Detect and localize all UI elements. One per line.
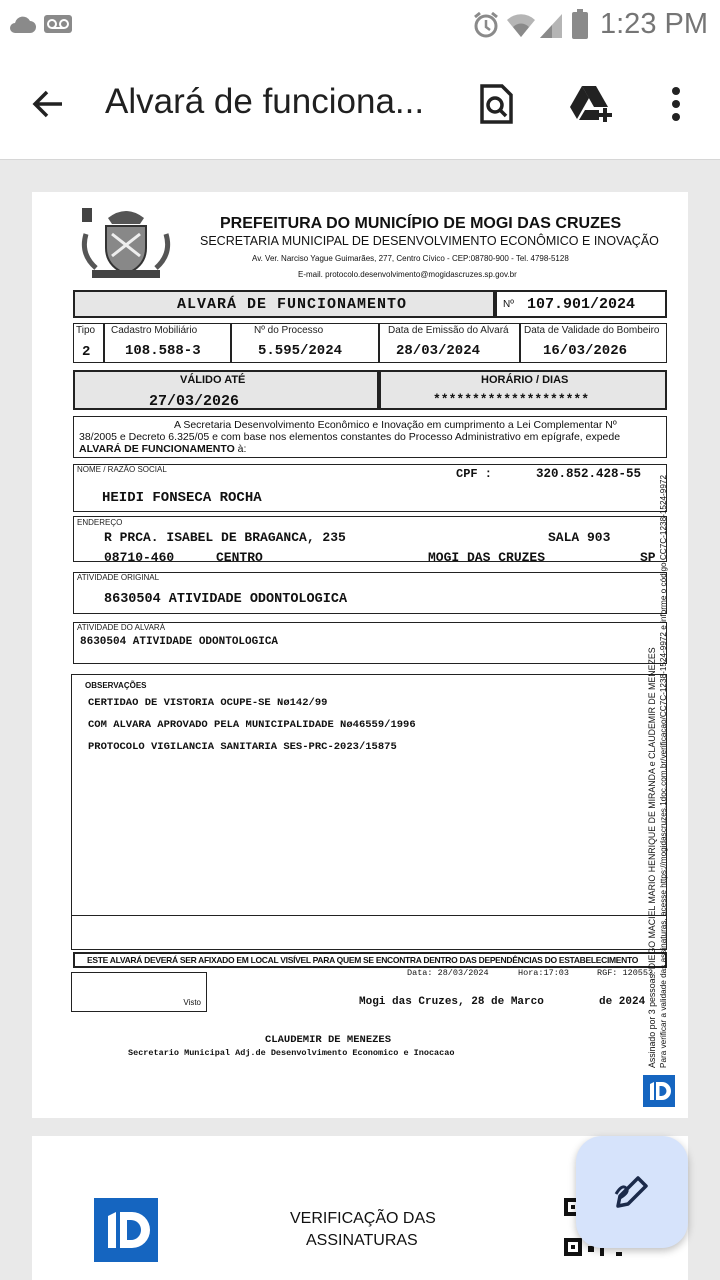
find-in-document-button[interactable] (470, 78, 522, 130)
coat-of-arms-logo (78, 204, 174, 282)
bairro-value: CENTRO (216, 550, 263, 562)
signature-info-text: Assinado por 3 pessoas: DIEGO MACIEL MARIO HENRIQUE DE MIRANDA e CLAUDEMIR DE MENEZES (647, 647, 657, 1068)
processo-cell (231, 323, 379, 363)
add-to-drive-icon (569, 84, 615, 124)
legal-text-box (73, 416, 667, 458)
battery-icon (572, 9, 588, 39)
valido-label: VÁLIDO ATÉ (180, 374, 246, 386)
signal-icon (538, 11, 564, 39)
observacao-item: PROTOCOLO VIGILANCIA SANITARIA SES-PRC-2023/15875 (88, 741, 397, 753)
observacao-item: CERTIDAO DE VISTORIA OCUPE-SE Nø142/99 (88, 697, 328, 709)
sala-value: SALA 903 (548, 530, 611, 545)
bombeiro-value: 16/03/2026 (543, 343, 628, 359)
signer-name: CLAUDEMIR DE MENEZES (265, 1034, 392, 1046)
more-vert-icon (671, 86, 681, 122)
print-date: Data: 28/03/2024 (407, 968, 489, 978)
valido-box (73, 370, 379, 410)
visto-box (71, 972, 207, 1012)
processo-label: Nº do Processo (254, 325, 324, 336)
org-name: PREFEITURA DO MUNICÍPIO DE MOGI DAS CRUZES (220, 215, 622, 232)
legal-text-line-1: A Secretaria Desenvolvimento Econômico e Inovação em cumprimento a Lei Complementar Nº (174, 419, 617, 431)
annotate-button[interactable] (576, 1136, 688, 1248)
org-address: Av. Ver. Narciso Yague Guimarães, 277, Centro Cívico - CEP:08780-900 - Tel. 4798-5128 (252, 254, 569, 263)
local-date: Mogi das Cruzes, 28 de Marco (359, 996, 544, 1008)
find-in-page-icon (479, 84, 513, 124)
tipo-value: 2 (82, 344, 91, 360)
back-button[interactable] (22, 78, 74, 130)
observacao-item: COM ALVARA APROVADO PELA MUNICIPALIDADE Nø46559/1996 (88, 719, 416, 731)
emissao-label: Data de Emissão do Alvará (388, 325, 509, 336)
emissao-cell (379, 323, 520, 363)
status-bar (0, 0, 720, 50)
aviso-text: ESTE ALVARÁ DEVERÁ SER AFIXADO EM LOCAL VISÍVEL PARA QUEM SE ENCONTRA DENTRO DAS DEPENDÊNCIAS DO ESTABELECIMENTO (87, 955, 639, 965)
cadastro-value: 108.588-3 (125, 343, 201, 359)
add-to-drive-button[interactable] (566, 78, 618, 130)
observacoes-divider (72, 915, 666, 916)
dept-name: SECRETARIA MUNICIPAL DE DESENVOLVIMENTO ECONÔMICO E INOVAÇÃO (200, 234, 659, 248)
cpf-label: CPF : (456, 467, 493, 481)
legal-text-line-3 (79, 443, 246, 455)
atividade-alvara-value: 8630504 ATIVIDADE ODONTOLOGICA (80, 636, 279, 648)
cep-value: 08710-460 (104, 550, 175, 562)
endereco-label: ENDEREÇO (77, 518, 123, 527)
more-options-button[interactable] (650, 78, 702, 130)
legal-text-bold: ALVARÁ DE FUNCIONAMENTO (79, 443, 235, 455)
cidade-value: MOGI DAS CRUZES (428, 550, 546, 562)
app-bar (0, 50, 720, 160)
print-time: Hora:17:03 (518, 968, 570, 978)
processo-value: 5.595/2024 (258, 343, 343, 359)
uf-value: SP (640, 550, 656, 562)
alarm-icon (472, 11, 500, 39)
cadastro-label: Cadastro Mobiliário (111, 325, 198, 336)
atividade-alvara-box (73, 622, 667, 664)
license-number: 107.901/2024 (527, 296, 636, 313)
number-label: Nº (503, 299, 514, 310)
print-rgf: RGF: 120553 (597, 968, 654, 978)
edit-pen-icon (612, 1172, 652, 1212)
1doc-logo (94, 1198, 158, 1262)
1doc-logo-small (643, 1075, 675, 1107)
verification-url-text: Para verificar a validade das assinaturas, acesse https://mogidascruzes.1doc.com.br/verificacao/CC7C-1238-1524-9972 e informe o código CC7C-1238-1524-9972 (659, 475, 668, 1068)
cpf-value: 320.852.428-55 (536, 467, 642, 481)
clock: 1:23 PM (600, 8, 708, 40)
endereco-box (73, 516, 667, 562)
observacoes-box (71, 674, 667, 950)
atividade-original-value: 8630504 ATIVIDADE ODONTOLOGICA (104, 592, 348, 607)
org-email: E-mail. protocolo.desenvolvimento@mogidascruzes.sp.gov.br (298, 270, 517, 279)
atividade-original-box (73, 572, 667, 614)
wifi-icon (506, 11, 536, 39)
legal-text-rest: à: (234, 443, 247, 455)
number-box (495, 290, 667, 318)
bombeiro-label: Data de Validade do Bombeiro (524, 325, 660, 336)
observacoes-label: OBSERVAÇÕES (85, 681, 147, 690)
local-year: de 2024 (599, 996, 646, 1008)
document-type-title: ALVARÁ DE FUNCIONAMENTO (177, 296, 408, 313)
cadastro-cell (104, 323, 231, 363)
nome-box (73, 464, 667, 512)
document-page (32, 192, 688, 1118)
horario-label: HORÁRIO / DIAS (481, 374, 569, 386)
nome-value: HEIDI FONSECA ROCHA (102, 490, 262, 506)
verification-title-line-1: VERIFICAÇÃO DAS (290, 1210, 436, 1227)
horario-value: ******************** (433, 392, 590, 407)
horario-box (379, 370, 667, 410)
arrow-back-icon (31, 87, 65, 121)
aviso-box (73, 952, 667, 968)
cloud-icon (8, 14, 36, 34)
document-title: Alvará de funciona... (105, 82, 425, 121)
title-box (73, 290, 495, 318)
emissao-value: 28/03/2024 (396, 343, 481, 359)
nome-label: NOME / RAZÃO SOCIAL (77, 465, 167, 474)
atividade-alvara-label: ATIVIDADE DO ALVARÁ (77, 623, 166, 632)
verification-title-line-2: ASSINATURAS (306, 1232, 418, 1249)
visto-label: Visto (183, 998, 201, 1007)
legal-text-line-2: 38/2005 e Decreto 6.325/05 e com base nos elementos constantes do Processo Administrativo em epígrafe, expede (79, 431, 621, 443)
endereco-line-1: R PRCA. ISABEL DE BRAGANCA, 235 (104, 530, 346, 545)
bombeiro-cell (520, 323, 667, 363)
tipo-cell (73, 323, 104, 363)
atividade-original-label: ATIVIDADE ORIGINAL (77, 573, 160, 582)
valido-value: 27/03/2026 (149, 393, 240, 410)
voicemail-icon (44, 14, 72, 34)
signer-title: Secretario Municipal Adj.de Desenvolvimento Economico e Inocacao (128, 1048, 455, 1058)
tipo-label: Tipo (76, 325, 96, 336)
